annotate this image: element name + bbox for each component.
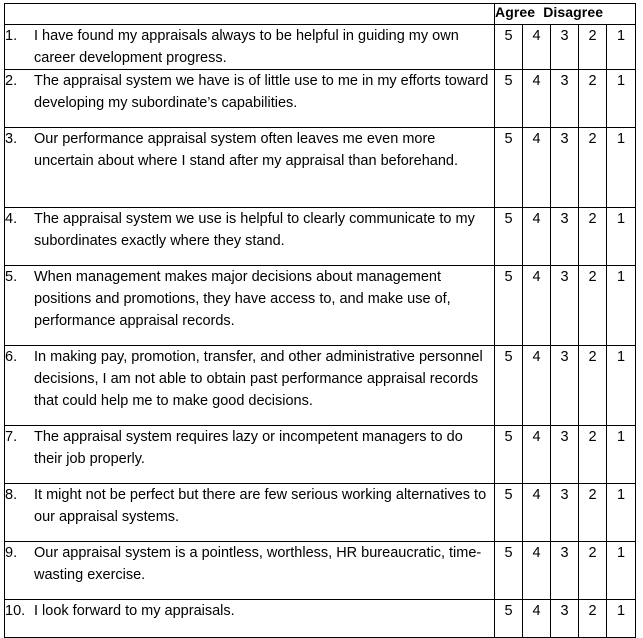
question-number: 5. [5,269,18,285]
rating-option-1[interactable]: 1 [607,208,636,266]
rating-option-3[interactable]: 3 [551,266,579,346]
rating-option-5[interactable]: 5 [495,266,523,346]
rating-option-1[interactable]: 1 [607,426,636,484]
rating-option-4[interactable]: 4 [523,266,551,346]
rating-option-3[interactable]: 3 [551,208,579,266]
question-row-5 [5,266,636,346]
survey-body [5,25,636,638]
rating-option-2[interactable]: 2 [579,70,607,128]
rating-option-4[interactable]: 4 [523,128,551,208]
rating-option-1[interactable]: 1 [607,25,636,70]
question-text: I look forward to my appraisals. [34,603,235,619]
question-number: 3. [5,131,18,147]
rating-option-4[interactable]: 4 [523,484,551,542]
question-text: The appraisal system we use is helpful to clearly communicate to my subordinates exactly where they stand. [34,211,475,249]
question-cell [5,600,495,638]
question-cell [5,542,495,600]
rating-option-2[interactable]: 2 [579,208,607,266]
rating-option-3[interactable]: 3 [551,346,579,426]
question-row-9 [5,542,636,600]
question-cell [5,426,495,484]
question-text: The appraisal system we have is of little use to me in my efforts toward developing my subordinate’s capabilities. [34,73,489,111]
rating-option-1[interactable]: 1 [607,70,636,128]
question-number: 2. [5,73,18,89]
rating-option-4[interactable]: 4 [523,426,551,484]
agree-label: Agree [495,4,536,20]
disagree-label: Disagree [543,4,604,20]
rating-option-3[interactable]: 3 [551,128,579,208]
rating-option-2[interactable]: 2 [579,426,607,484]
header-row [5,4,636,25]
question-text: In making pay, promotion, transfer, and other administrative personnel decisions, I am not able to obtain past performance appraisal records that could help me to make good decisions. [34,349,483,409]
scale-header [495,4,636,25]
appraisal-survey-table [4,3,636,638]
rating-option-1[interactable]: 1 [607,346,636,426]
rating-option-3[interactable]: 3 [551,426,579,484]
rating-option-3[interactable]: 3 [551,484,579,542]
rating-option-4[interactable]: 4 [523,70,551,128]
question-cell [5,266,495,346]
rating-option-3[interactable]: 3 [551,25,579,70]
question-number: 4. [5,211,18,227]
rating-option-2[interactable]: 2 [579,266,607,346]
question-number: 9. [5,545,18,561]
question-cell [5,346,495,426]
rating-option-4[interactable]: 4 [523,600,551,638]
question-row-3 [5,128,636,208]
header-blank-cell [5,4,495,25]
rating-option-5[interactable]: 5 [495,484,523,542]
question-row-8 [5,484,636,542]
rating-option-1[interactable]: 1 [607,266,636,346]
question-row-7 [5,426,636,484]
question-cell [5,25,495,70]
question-text: The appraisal system requires lazy or incompetent managers to do their job properly. [34,429,463,467]
question-number: 7. [5,429,18,445]
question-row-6 [5,346,636,426]
rating-option-4[interactable]: 4 [523,346,551,426]
rating-option-5[interactable]: 5 [495,70,523,128]
question-number: 6. [5,349,18,365]
question-cell [5,208,495,266]
question-number: 8. [5,487,18,503]
rating-option-1[interactable]: 1 [607,484,636,542]
rating-option-1[interactable]: 1 [607,542,636,600]
question-row-4 [5,208,636,266]
rating-option-5[interactable]: 5 [495,426,523,484]
question-row-10 [5,600,636,638]
rating-option-1[interactable]: 1 [607,600,636,638]
rating-option-5[interactable]: 5 [495,346,523,426]
rating-option-5[interactable]: 5 [495,542,523,600]
rating-option-2[interactable]: 2 [579,484,607,542]
rating-option-5[interactable]: 5 [495,25,523,70]
rating-option-2[interactable]: 2 [579,600,607,638]
question-text: Our performance appraisal system often leaves me even more uncertain about where I stand after my appraisal than beforehand. [34,131,458,169]
rating-option-4[interactable]: 4 [523,542,551,600]
rating-option-3[interactable]: 3 [551,600,579,638]
rating-option-3[interactable]: 3 [551,542,579,600]
rating-option-2[interactable]: 2 [579,128,607,208]
question-row-1 [5,25,636,70]
rating-option-4[interactable]: 4 [523,208,551,266]
question-text: When management makes major decisions about management positions and promotions, they have access to, and make use of, performance appraisal records. [34,269,451,329]
question-number: 1. [5,28,18,44]
rating-option-1[interactable]: 1 [607,128,636,208]
question-text: I have found my appraisals always to be helpful in guiding my own career development progress. [34,28,459,66]
question-row-2 [5,70,636,128]
question-text: Our appraisal system is a pointless, worthless, HR bureaucratic, time-wasting exercise. [34,545,482,583]
rating-option-5[interactable]: 5 [495,600,523,638]
question-cell [5,128,495,208]
rating-option-5[interactable]: 5 [495,128,523,208]
rating-option-2[interactable]: 2 [579,542,607,600]
question-text: It might not be perfect but there are few serious working alternatives to our appraisal systems. [34,487,487,525]
rating-option-2[interactable]: 2 [579,346,607,426]
question-cell [5,70,495,128]
rating-option-5[interactable]: 5 [495,208,523,266]
rating-option-2[interactable]: 2 [579,25,607,70]
rating-option-4[interactable]: 4 [523,25,551,70]
rating-option-3[interactable]: 3 [551,70,579,128]
question-cell [5,484,495,542]
question-number: 10. [5,603,26,619]
